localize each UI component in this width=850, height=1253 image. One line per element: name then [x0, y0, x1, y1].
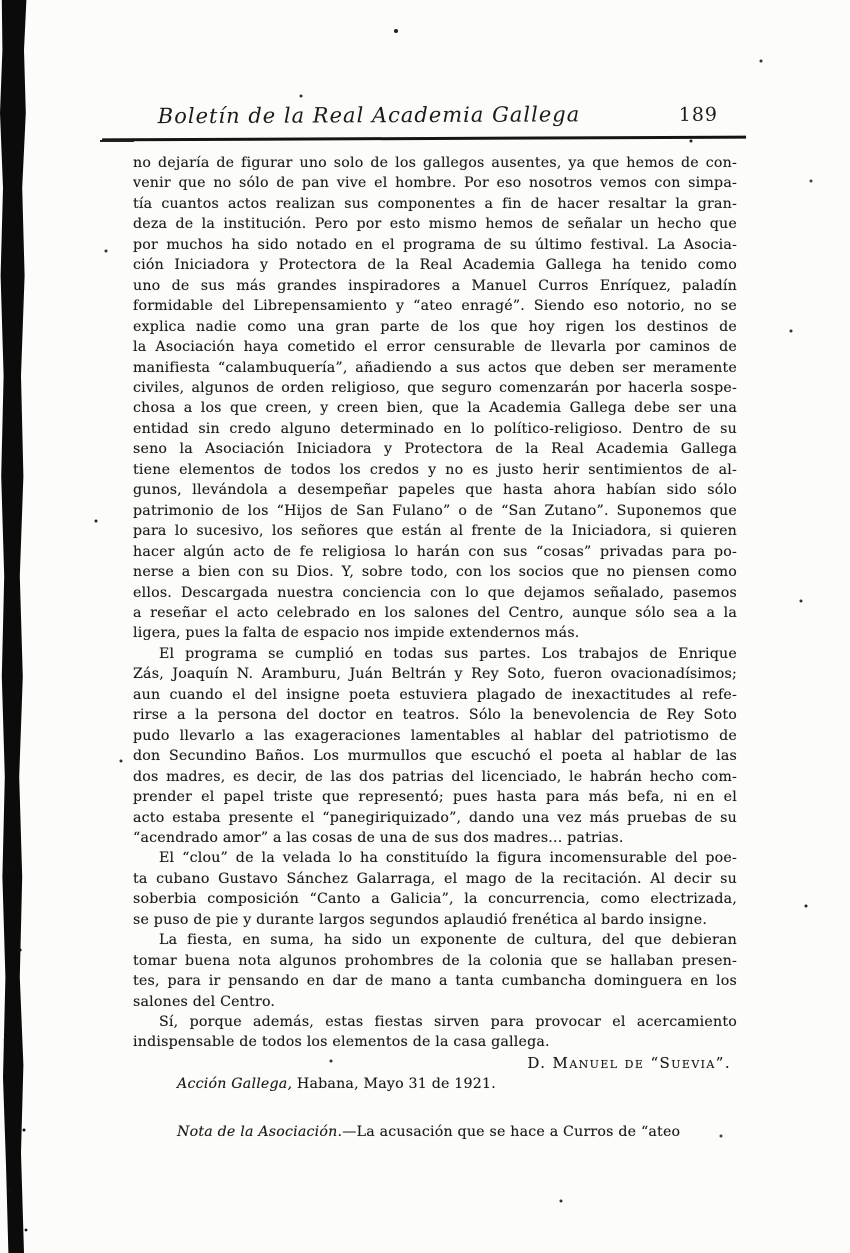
- text-line: patrimonio de los “Hijos de San Fulano” o de “San Zutano”. Suponemos que: [133, 502, 737, 519]
- paragraph: [133, 1012, 737, 1053]
- text-line: entidad sin credo alguno determinado en lo político-religioso. Dentro de su: [133, 420, 737, 437]
- text-line: ta cubano Gustavo Sánchez Galarraga, el mago de la recitación. Al decir su: [133, 870, 737, 887]
- text-line: tes, para ir pensando en dar de mano a tanta cumbancha dominguera en los: [133, 973, 737, 990]
- header-rule-fragment: [100, 140, 134, 142]
- text-line: La fiesta, en suma, ha sido un exponente de cultura, del que debieran: [159, 932, 737, 949]
- text-line: Zás, Joaquín N. Aramburu, Juán Beltrán y Rey Soto, fueron ovacionadísimos;: [133, 666, 737, 683]
- text-line: nerse a bien con su Dios. Y, sobre todo, con los socios que no piensen como: [133, 564, 737, 581]
- text-line: ción Iniciadora y Protectora de la Real Academia Gallega ha tenido como: [133, 257, 737, 274]
- text-line: manifiesta “calambuquería”, añadiendo a sus actos que deben ser meramente: [133, 359, 737, 376]
- text-line: ligera, pues la falta de espacio nos impide extendernos más.: [133, 625, 580, 642]
- text-line: uno de sus más grandes inspiradores a Manuel Curros Enríquez, paladín: [133, 277, 737, 294]
- text-line: seno la Asociación Iniciadora y Protectora de la Real Academia Gallega: [133, 441, 737, 458]
- text-line: soberbia composición “Canto a Galicia”, la concurrencia, como electrizada,: [133, 891, 737, 908]
- text-line: civiles, algunos de orden religioso, que seguro comenzarán por hacerla sospe-: [133, 379, 737, 396]
- text-line: acto estaba presente el “panegiriquizado”, dando una vez más pruebas de su: [133, 809, 737, 826]
- paragraph: [133, 644, 737, 849]
- dateline-source: Acción Gallega,: [177, 1076, 293, 1093]
- dateline: [133, 1074, 737, 1094]
- text-line: explica nadie como una gran parte de los que hoy rigen los destinos de: [133, 318, 737, 335]
- signature-line: [133, 1053, 737, 1074]
- scan-noise-dots: [0, 0, 2, 2]
- text-line: tiene elementos de todos los credos y no es justo herir sentimientos de al-: [133, 461, 737, 478]
- page-number: 189: [678, 103, 719, 126]
- text-line: para lo sucesivo, los señores que están al frente de la Iniciadora, si quieren: [133, 523, 737, 540]
- text-line: deza de la institución. Pero por esto mismo hemos de señalar un hecho que: [133, 216, 737, 233]
- text-line: El programa se cumplió en todas sus partes. Los trabajos de Enrique: [159, 645, 737, 662]
- text-line: chosa a los que creen, y creen bien, que la Academia Gallega debe ser una: [133, 400, 737, 417]
- note-rest: —La acusación que se hace a Curros de “ateo: [342, 1123, 681, 1140]
- running-header: [102, 100, 746, 142]
- text-line: por muchos ha sido notado en el programa de su último festival. La Asocia-: [133, 236, 737, 253]
- text-line: se puso de pie y durante largos segundos aplaudió frenética al bardo insigne.: [133, 911, 708, 928]
- body-text: [133, 153, 737, 1053]
- text-line: salones del Centro.: [133, 993, 276, 1010]
- page-text-block: [133, 153, 737, 1142]
- text-line: formidable del Librepensamiento y “ateo enragé”. Siendo eso notorio, no se: [133, 298, 737, 315]
- note-lead: Nota de la Asociación.: [177, 1123, 343, 1140]
- text-line: ellos. Descargada nuestra conciencia con lo que dejamos señalado, pasemos: [133, 584, 737, 601]
- dateline-rest: Habana, Mayo 31 de 1921.: [292, 1076, 496, 1093]
- paragraph: [133, 848, 737, 930]
- text-line: a reseñar el acto celebrado en los salones del Centro, aunque sólo sea a la: [133, 604, 737, 621]
- text-line: no dejaría de figurar uno solo de los gallegos ausentes, ya que hemos de con-: [133, 155, 737, 171]
- paragraph: [133, 153, 737, 644]
- text-line: la Asociación haya cometido el error censurable de llevarla por caminos de: [133, 339, 737, 356]
- text-line: gunos, llevándola a desempeñar papeles que hasta ahora habían sido sólo: [133, 482, 737, 499]
- text-line: tomar buena nota algunos prohombres de la colonia que se hallaban presen-: [133, 952, 737, 969]
- association-note: [133, 1122, 737, 1142]
- spine-speckle: [0, 830, 40, 1253]
- text-line: rirse a la persona del doctor en teatros. Sólo la benevolencia de Rey Soto: [133, 707, 737, 724]
- text-line: pudo llevarlo a las exageraciones lamentables al hablar del patriotismo de: [133, 727, 737, 744]
- text-line: El “clou” de la velada lo ha constituído la figura incomensurable del poe-: [159, 850, 737, 867]
- text-line: dos madres, es decir, de las dos patrias del licenciado, le habrán hecho com-: [133, 768, 737, 785]
- text-line: don Secundino Baños. Los murmullos que escuchó el poeta al hablar de las: [133, 748, 737, 765]
- text-line: “acendrado amor” a las cosas de una de sus dos madres... patrias.: [133, 829, 624, 846]
- text-line: hacer algún acto de fe religiosa lo harán con sus “cosas” privadas para po-: [133, 543, 737, 560]
- journal-title: Boletín de la Real Academia Gallega: [157, 102, 581, 129]
- author-signature: D. Manuel de “Suevia”.: [527, 1053, 731, 1072]
- text-line: indispensable de todos los elementos de la casa gallega.: [133, 1034, 550, 1051]
- text-line: aun cuando el del insigne poeta estuviera plagado de inexactitudes al refe-: [133, 686, 737, 703]
- text-line: tía cuantos actos realizan sus componentes a fin de hacer resaltar la gran-: [133, 195, 737, 212]
- text-line: Sí, porque además, estas fiestas sirven para provocar el acercamiento: [159, 1014, 737, 1031]
- text-line: prender el papel triste que representó; pues hasta para más befa, ni en el: [133, 789, 737, 806]
- text-line: venir que no sólo de pan vive el hombre. Por eso nosotros vemos con simpa-: [133, 175, 737, 192]
- paragraph: [133, 930, 737, 1012]
